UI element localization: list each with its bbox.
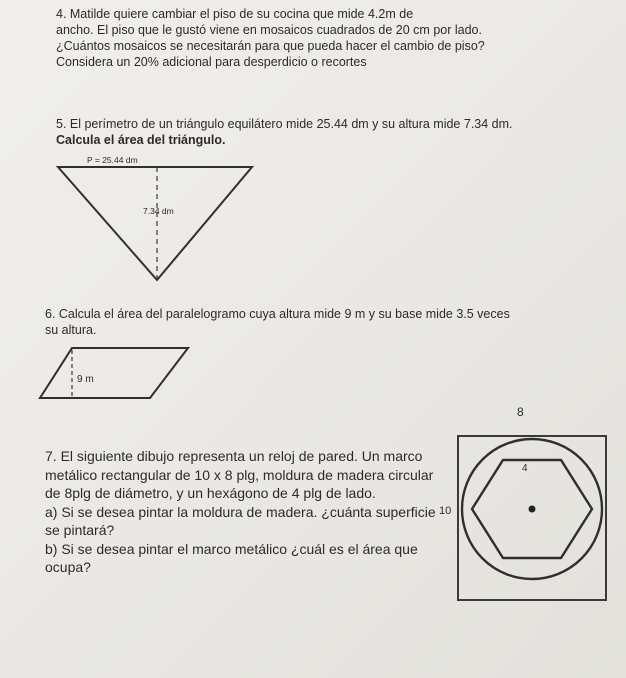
problem-7-line-7: ocupa? [45, 559, 91, 575]
parallelogram-height-label: 9 m [77, 374, 94, 385]
problem-6-line-1: 6. Calcula el área del paralelogramo cuya altura mide 9 m y su base mide 3.5 veces [45, 307, 510, 321]
problem-7-line-4: a) Si se desea pintar la moldura de madera. ¿cuánta superficie [45, 503, 436, 520]
problem-4-line-4: Considera un 20% adicional para desperdicio o recortes [56, 55, 367, 69]
problem-7-line-3: de 8plg de diámetro, y un hexágono de 4 plg de lado. [45, 485, 376, 501]
problem-4-line-2: ancho. El piso que le gustó viene en mosaicos cuadrados de 20 cm por lado. [56, 23, 482, 37]
triangle-perimeter-label: P = 25.44 dm [87, 155, 138, 165]
frame-height-label: 10 [439, 505, 452, 517]
problem-4-line-1-text: 4. Matilde quiere cambiar el piso de su cocina que mide 4.2m de [56, 7, 414, 21]
problem-5-line-2: Calcula el área del triángulo. [56, 133, 226, 147]
triangle-height-label: 7.34 dm [143, 206, 174, 216]
problem-5-line-1: 5. El perímetro de un triángulo equilátero mide 25.44 dm y su altura mide 7.34 dm. [56, 117, 513, 131]
hexagon-side-label: 4 [522, 463, 528, 474]
clock-center-dot [529, 506, 536, 513]
problem-4-line-3: ¿Cuántos mosaicos se necesitarán para que pueda hacer el cambio de piso? [56, 39, 485, 53]
side-mark: 8 [517, 405, 524, 419]
problem-7-line-1: 7. El siguiente dibujo representa un reloj de pared. Un marco [45, 448, 423, 464]
problem-7-line-2: metálico rectangular de 10 x 8 plg, moldura de madera circular [45, 466, 434, 483]
problem-6-line-2: su altura. [45, 323, 97, 337]
problem-7-line-5: se pintará? [45, 522, 115, 538]
problem-7-line-6: b) Si se desea pintar el marco metálico ¿cuál es el área que [45, 540, 418, 557]
